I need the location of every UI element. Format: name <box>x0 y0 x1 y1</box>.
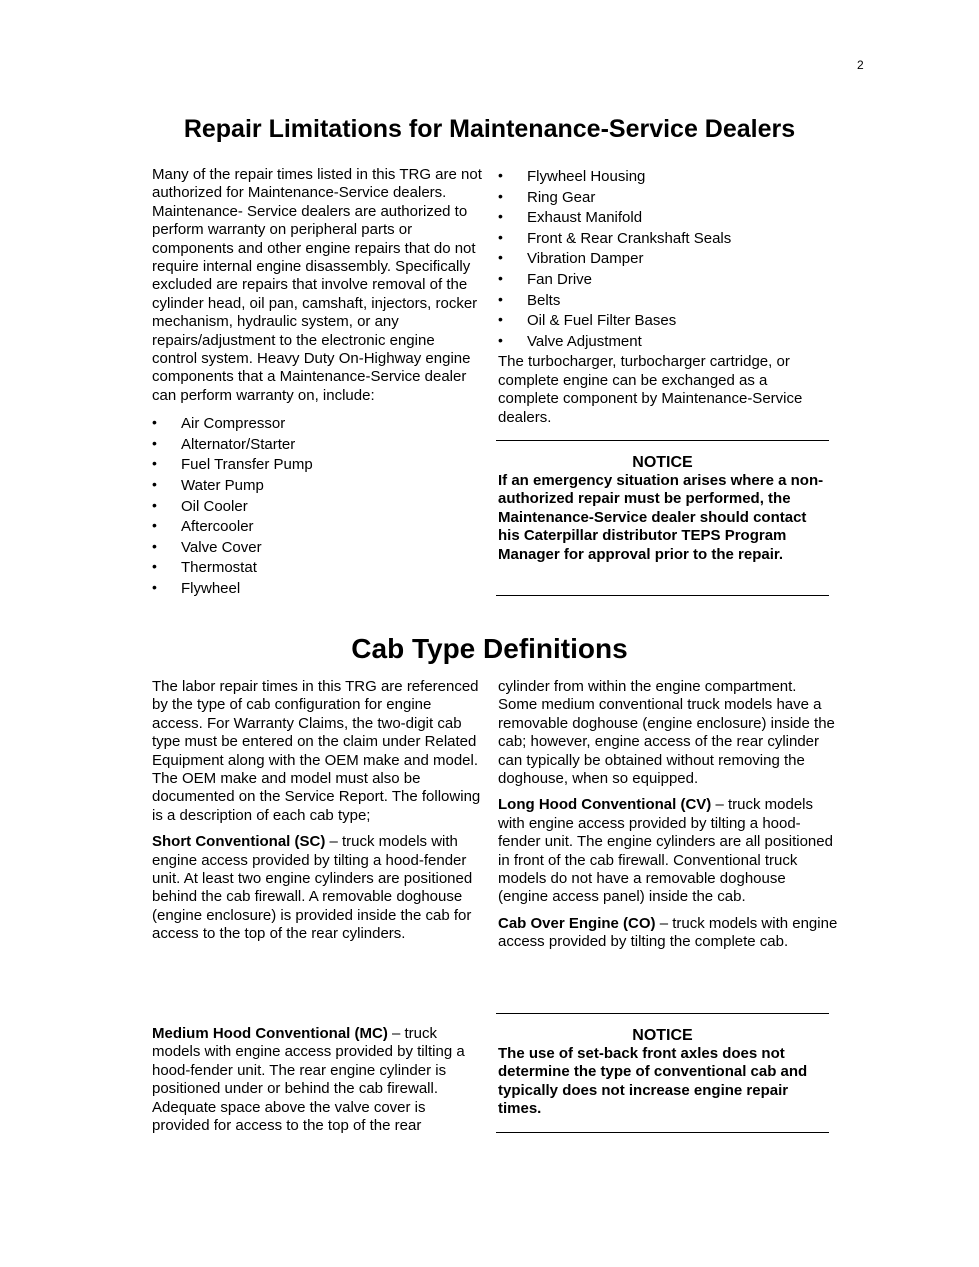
component-name: Valve Adjustment <box>527 332 642 350</box>
cab-right-column <box>498 678 838 952</box>
bullet-icon: • <box>152 558 157 575</box>
repair-intro-paragraph: Many of the repair times listed in this TRG are not authorized for Maintenance-Service dealers. Maintenance- Service dealers are authorized to perform warranty on peripheral parts or components and other engine repairs that do not require internal engine disassembly. Specifically excluded are repairs that involve removal of the cylinder head, oil pan, camshaft, injectors, rocker mechanism, hydraulic system, or any repairs/adjustment to the electronic engine control system. Heavy Duty On-Highway engine components that a Maintenance-Service dealer can perform warranty on, include: <box>152 166 482 404</box>
component-list-left <box>152 414 482 599</box>
cab-over-engine-text: – truck models with engine access provided by tilting the complete cab. <box>498 914 838 951</box>
component-name: Valve Cover <box>181 538 262 556</box>
section-title-repair-limitations: Repair Limitations for Maintenance-Service Dealers <box>183 115 796 143</box>
bullet-icon: • <box>498 290 503 307</box>
component-name: Flywheel Housing <box>527 168 646 185</box>
component-list-item <box>498 270 831 291</box>
notice-box-emergency <box>496 440 829 596</box>
component-list-item <box>498 332 831 353</box>
section-title-cab-types: Cab Type Definitions <box>351 633 628 664</box>
notice-title: NOTICE <box>632 1027 693 1044</box>
notice-body: If an emergency situation arises where a non-authorized repair must be performed, the Maintenance-Service dealer should contact his Caterpillar distributor TEPS Program Manager for approval prior to the repair. <box>498 472 824 563</box>
component-name: Front & Rear Crankshaft Seals <box>527 229 732 247</box>
component-name: Vibration Damper <box>527 250 644 268</box>
turbo-paragraph: The turbocharger, turbocharger cartridge, or complete engine can be exchanged as a complete component by Maintenance-Service dealers. <box>498 353 803 426</box>
component-list-item <box>152 558 482 579</box>
long-hood-conventional-term: Long Hood Conventional (CV) <box>498 796 712 814</box>
bullet-icon: • <box>152 476 157 493</box>
bullet-icon: • <box>152 537 157 554</box>
medium-conventional-term: Medium Hood Conventional (MC) <box>152 1025 388 1042</box>
component-list-item <box>152 476 482 497</box>
component-name: Alternator/Starter <box>181 435 296 453</box>
bullet-icon: • <box>498 167 503 183</box>
bullet-icon: • <box>152 455 157 472</box>
long-hood-conventional-text: – truck models with engine access provided by tilting a hood-fender unit. The engine cylinders are all positioned in front of the cab firewall. Conventional truck models do not have a removable doghouse (engine access panel) inside the cab. <box>498 796 833 906</box>
component-list-item <box>152 455 482 476</box>
component-name: Flywheel <box>181 580 241 598</box>
component-list-item <box>498 188 831 209</box>
repair-right-column <box>498 167 831 427</box>
component-list-item <box>152 414 482 435</box>
component-list-right <box>498 167 831 352</box>
medium-conventional-continued: cylinder from within the engine compartment. Some medium conventional truck models have a removable doghouse (engine enclosure) inside the cab; however, engine access of the rear cylinder can typically be obtained without removing the doghouse, when so equipped. <box>498 678 835 788</box>
component-list-item <box>152 435 482 456</box>
notice-box-set-back-axles <box>496 1013 829 1133</box>
bullet-icon: • <box>498 311 503 328</box>
component-name: Fuel Transfer Pump <box>181 456 313 474</box>
component-name: Oil & Fuel Filter Bases <box>527 312 677 330</box>
bullet-icon: • <box>152 434 157 451</box>
component-list-item <box>152 538 482 559</box>
bullet-icon: • <box>498 208 503 225</box>
component-list-item <box>152 517 482 538</box>
component-name: Oil Cooler <box>181 497 248 515</box>
component-name: Aftercooler <box>181 518 254 536</box>
component-list-item <box>498 229 831 250</box>
bullet-icon: • <box>152 517 157 534</box>
cab-left-column <box>152 678 484 944</box>
component-list-item <box>152 579 482 600</box>
component-list-item <box>498 291 831 312</box>
component-name: Ring Gear <box>527 188 596 206</box>
component-name: Fan Drive <box>527 270 593 288</box>
short-conventional-definition <box>152 833 484 943</box>
component-list-item <box>498 208 831 229</box>
bullet-icon: • <box>498 228 503 245</box>
bullet-icon: • <box>498 187 503 204</box>
bullet-icon: • <box>152 579 157 596</box>
component-list-item <box>498 311 831 332</box>
component-list-item <box>498 249 831 270</box>
page-number: 2 <box>857 58 864 72</box>
bullet-icon: • <box>152 414 157 431</box>
component-list-item <box>152 497 482 518</box>
bullet-icon: • <box>498 331 503 348</box>
medium-conventional-text: – truck models with engine access provided by tilting a hood-fender unit. The rear engine cylinder is positioned under or behind the cab firewall. Adequate space above the valve cover is provided for access to the top of the rear <box>152 1025 465 1135</box>
bullet-icon: • <box>498 269 503 286</box>
cab-intro-paragraph: The labor repair times in this TRG are referenced by the type of cab configuration for engine access. For Warranty Claims, the two-digit cab type must be entered on the claim under Related Equipment along with the OEM make and model. The OEM make and model must also be documented on the Service Report. The following is a description of each cab type; <box>152 678 481 824</box>
repair-left-column <box>152 166 482 600</box>
component-name: Thermostat <box>181 559 257 577</box>
notice-body: The use of set-back front axles does not determine the type of conventional cab and typically does not increase engine repair times. <box>498 1045 808 1118</box>
component-list-item <box>498 167 831 188</box>
component-name: Exhaust Manifold <box>527 209 643 227</box>
component-name: Belts <box>527 291 561 309</box>
long-hood-conventional-definition <box>498 796 838 906</box>
component-name: Air Compressor <box>181 415 286 433</box>
cab-over-engine-definition <box>498 915 838 952</box>
component-name: Water Pump <box>181 477 264 495</box>
short-conventional-text: – truck models with engine access provided by tilting a hood-fender unit. At least two engine cylinders are positioned behind the cab firewall. A removable doghouse (engine enclosure) is provided inside the cab for access to the top of the rear cylinders. <box>152 833 473 943</box>
bullet-icon: • <box>152 496 157 513</box>
short-conventional-term: Short Conventional (SC) <box>152 833 326 851</box>
cab-over-engine-term: Cab Over Engine (CO) <box>498 914 656 932</box>
bullet-icon: • <box>498 249 503 266</box>
medium-conventional-definition <box>152 1025 484 1135</box>
notice-title: NOTICE <box>632 454 693 471</box>
